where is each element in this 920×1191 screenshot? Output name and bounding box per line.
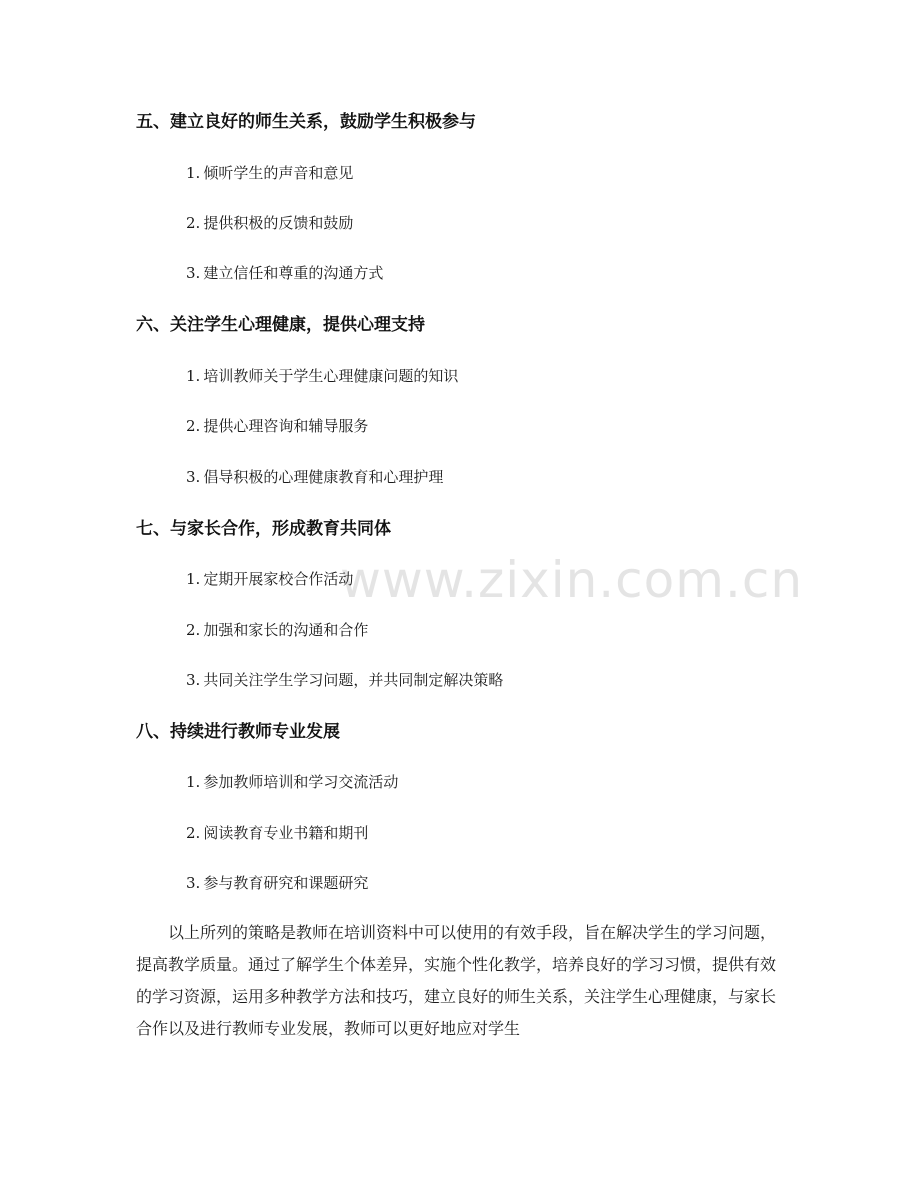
list-item-text: 提供心理咨询和辅导服务 [203,417,369,435]
list-item [186,619,368,641]
list-item-number: 3. [186,468,201,486]
list-item [186,466,443,488]
list-item-text: 培训教师关于学生心理健康问题的知识 [203,367,459,385]
list-item-text: 倡导积极的心理健康教育和心理护理 [203,468,444,486]
watermark: www.zixin.com.cn [340,551,804,609]
list-item-number: 3. [186,264,201,282]
list-item-text: 参加教师培训和学习交流活动 [203,773,399,791]
list-item-text: 定期开展家校合作活动 [203,570,354,588]
list-item-number: 2. [186,417,201,435]
section-heading-6: 六、关注学生心理健康，提供心理支持 [136,315,425,335]
list-item-number: 1. [186,773,201,791]
list-item [186,872,368,894]
list-item [186,162,353,184]
list-item-text: 参与教育研究和课题研究 [203,874,369,892]
list-item-number: 2. [186,621,201,639]
list-item-number: 1. [186,570,201,588]
list-item-text: 加强和家长的沟通和合作 [203,621,369,639]
list-item-text: 建立信任和尊重的沟通方式 [203,264,384,282]
list-item [186,365,458,387]
summary-paragraph: 以上所列的策略是教师在培训资料中可以使用的有效手段，旨在解决学生的学习问题，提高教学质量。通过了解学生个体差异，实施个性化教学，培养良好的学习习惯，提供有效的学习资源，运用多种教学方法和技巧，建立良好的师生关系，关注学生心理健康，与家长合作以及进行教师专业发展，教师可以更好地应对学生 [136,923,777,1038]
list-item-text: 提供积极的反馈和鼓励 [203,214,354,232]
list-item-number: 2. [186,824,201,842]
list-item-number: 1. [186,367,201,385]
list-item-number: 2. [186,214,201,232]
list-item [186,262,383,284]
list-item [186,415,368,437]
list-item-number: 1. [186,164,201,182]
section-heading-7: 七、与家长合作，形成教育共同体 [136,519,391,539]
list-item-text: 共同关注学生学习问题，并共同制定解决策略 [203,671,504,689]
list-item-number: 3. [186,671,201,689]
section-heading-5: 五、建立良好的师生关系，鼓励学生积极参与 [136,112,476,132]
list-item [186,568,353,590]
section-heading-8: 八、持续进行教师专业发展 [136,722,340,742]
list-item-text: 阅读教育专业书籍和期刊 [203,824,369,842]
list-item [186,822,368,844]
list-item [186,771,398,793]
list-item-number: 3. [186,874,201,892]
list-item-text: 倾听学生的声音和意见 [203,164,354,182]
list-item [186,212,353,234]
list-item [186,669,503,691]
